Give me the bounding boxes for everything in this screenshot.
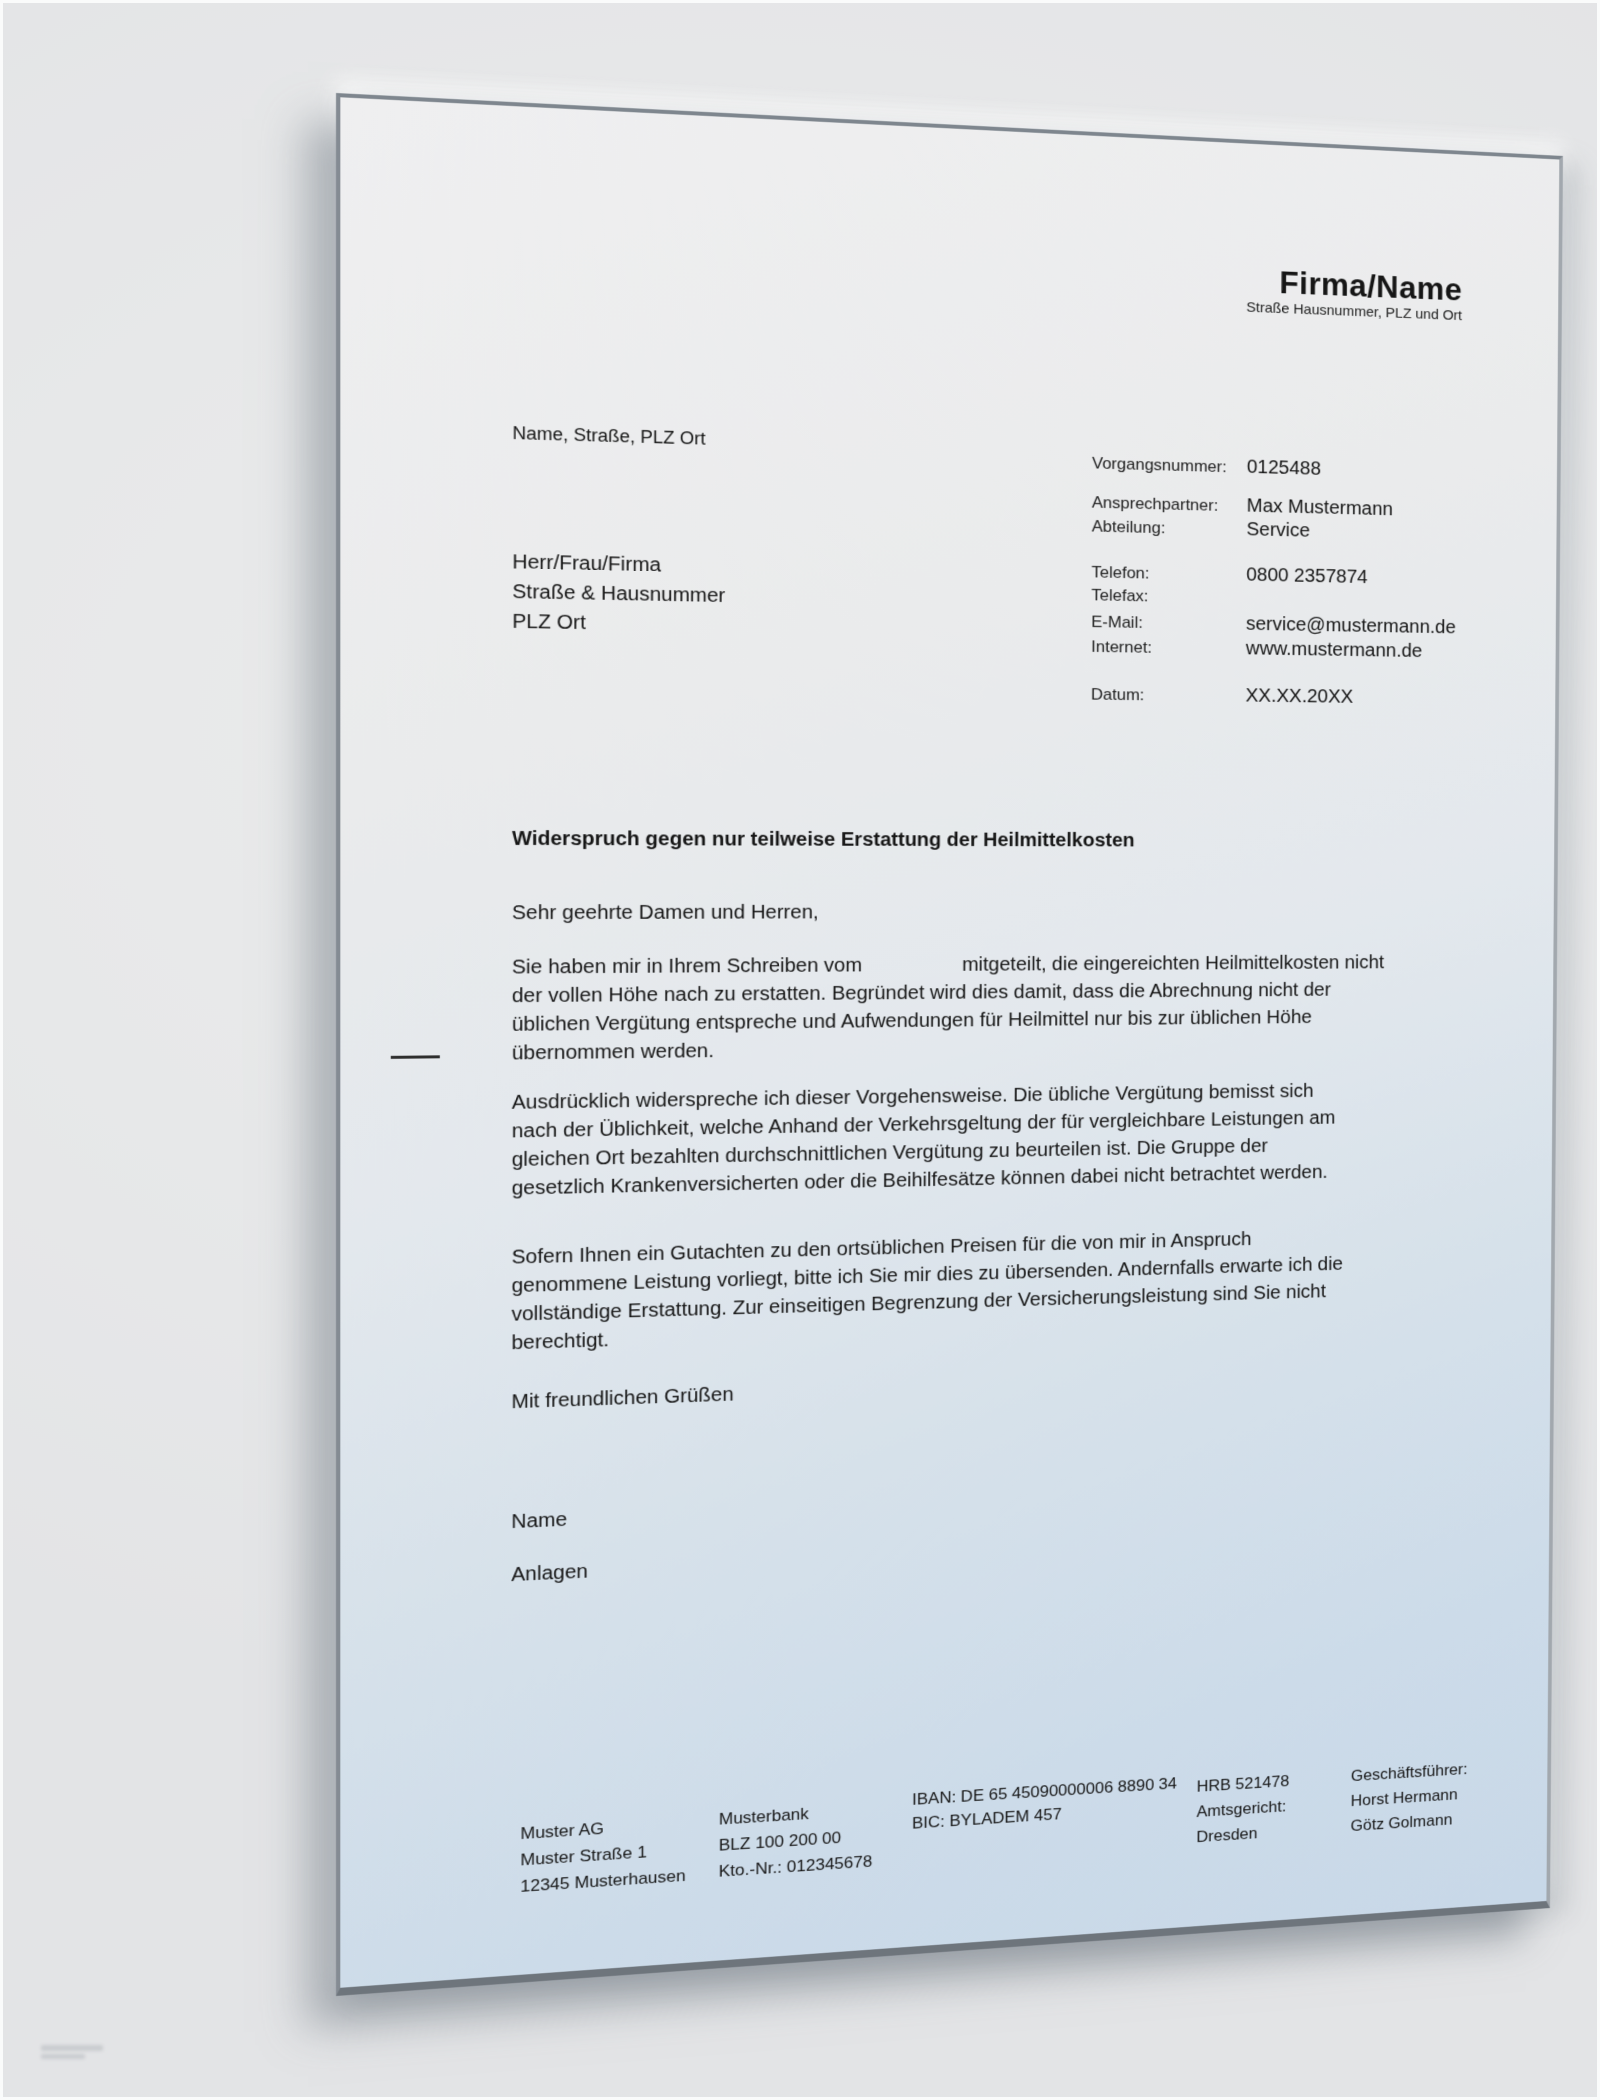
meta-group-case bbox=[1092, 452, 1321, 483]
footer-managing-directors: Geschäftsführer: Horst Hermann Götz Golmann bbox=[1350, 1760, 1468, 1835]
watermark-mark bbox=[41, 2045, 103, 2059]
telefax-label: Telefax: bbox=[1091, 585, 1149, 606]
footer-iban-bic: IBAN: DE 65 45090000006 8890 34 BIC: BYLADEM 457 bbox=[912, 1774, 1177, 1833]
footer-bank-details: Musterbank BLZ 100 200 00 Kto.-Nr.: 012345678 bbox=[718, 1804, 873, 1881]
abteilung-value: Service bbox=[1246, 519, 1311, 542]
letter-page bbox=[336, 93, 1563, 1996]
letterhead-address-line: Straße Hausnummer, PLZ und Ort bbox=[1246, 299, 1463, 324]
footer-register-court: HRB 521478 Amtsgericht: Dresden bbox=[1196, 1772, 1290, 1846]
closing-formula: Mit freundlichen Grüßen bbox=[511, 1384, 734, 1414]
datum-value: XX.XX.20XX bbox=[1245, 685, 1354, 708]
abteilung-label: Abteilung: bbox=[1091, 517, 1166, 538]
telefon-value: 0800 2357874 bbox=[1246, 564, 1368, 588]
ansprechpartner-label: Ansprechpartner: bbox=[1091, 493, 1219, 515]
enclosures-label: Anlagen bbox=[511, 1560, 588, 1586]
salutation: Sehr geehrte Damen und Herren, bbox=[511, 901, 819, 925]
ansprechpartner-value: Max Mustermann bbox=[1246, 495, 1394, 520]
signature-name: Name bbox=[511, 1509, 568, 1533]
meta-group-contact bbox=[1092, 491, 1393, 546]
fold-mark bbox=[391, 1055, 440, 1059]
body-paragraph-1: Sie haben mir in Ihrem Schreiben vom mitgeteilt, die eingereichten Heilmittelkosten nicht der vollen Höhe nach zu erstatten. Begründet wird dies damit, dass die Abrechnung nicht der üblichen Vergütung entspreche und Aufwendungen für Heilmittel nur bis zur üblichen Höhe übernommen werden. bbox=[511, 952, 1385, 1065]
telefon-label: Telefon: bbox=[1091, 563, 1150, 583]
internet-label: Internet: bbox=[1091, 637, 1152, 657]
email-label: E-Mail: bbox=[1091, 612, 1143, 632]
vorgangsnummer-value: 0125488 bbox=[1246, 456, 1322, 480]
letterhead-company-name: Firma/Name bbox=[1279, 264, 1463, 308]
email-value: service@mustermann.de bbox=[1245, 613, 1456, 639]
meta-row-datum bbox=[1091, 683, 1353, 711]
meta-row-internet bbox=[1091, 636, 1456, 666]
meta-group-date bbox=[1091, 683, 1353, 711]
meta-row-vorgangsnummer bbox=[1092, 452, 1321, 483]
sender-return-address: Name, Straße, PLZ Ort bbox=[512, 423, 706, 449]
subject-line: Widerspruch gegen nur teilweise Erstattung der Heilmittelkosten bbox=[512, 828, 1135, 852]
letterhead bbox=[1246, 263, 1462, 325]
datum-label: Datum: bbox=[1090, 685, 1145, 705]
body-paragraph-3: Sofern Ihnen ein Gutachten zu den ortsüblichen Preisen für die von mir in Anspruch genommene Leistung vorliegt, bitte ich Sie mir dies zu übersenden. Andernfalls erwarte ich die vollständige Erstattung. Zur einseitigen Begrenzung der Versicherungsleistung sind Sie nicht berechtigt. bbox=[511, 1229, 1343, 1355]
internet-value: www.mustermann.de bbox=[1245, 638, 1423, 662]
body-paragraph-2: Ausdrücklich widerspreche ich dieser Vorgehensweise. Die übliche Vergütung bemisst sich nach der Üblichkeit, welche Anhand der Verkehrsgeltung der für vergleichbare Leistungen am gleichen Ort bezahlten durchschnittlichen Vergütung zu beurteilen ist. Die Gruppe der gesetzlich Krankenversicherten oder die Beihilfesätze können dabei nicht betrachtet werden. bbox=[511, 1080, 1336, 1200]
meta-group-comm bbox=[1091, 561, 1456, 666]
footer-company-address: Muster AG Muster Straße 1 12345 Musterhausen bbox=[520, 1819, 686, 1896]
recipient-address-block: Herr/Frau/Firma Straße & Hausnummer PLZ Ort bbox=[512, 551, 726, 634]
vorgangsnummer-label: Vorgangsnummer: bbox=[1091, 454, 1227, 476]
